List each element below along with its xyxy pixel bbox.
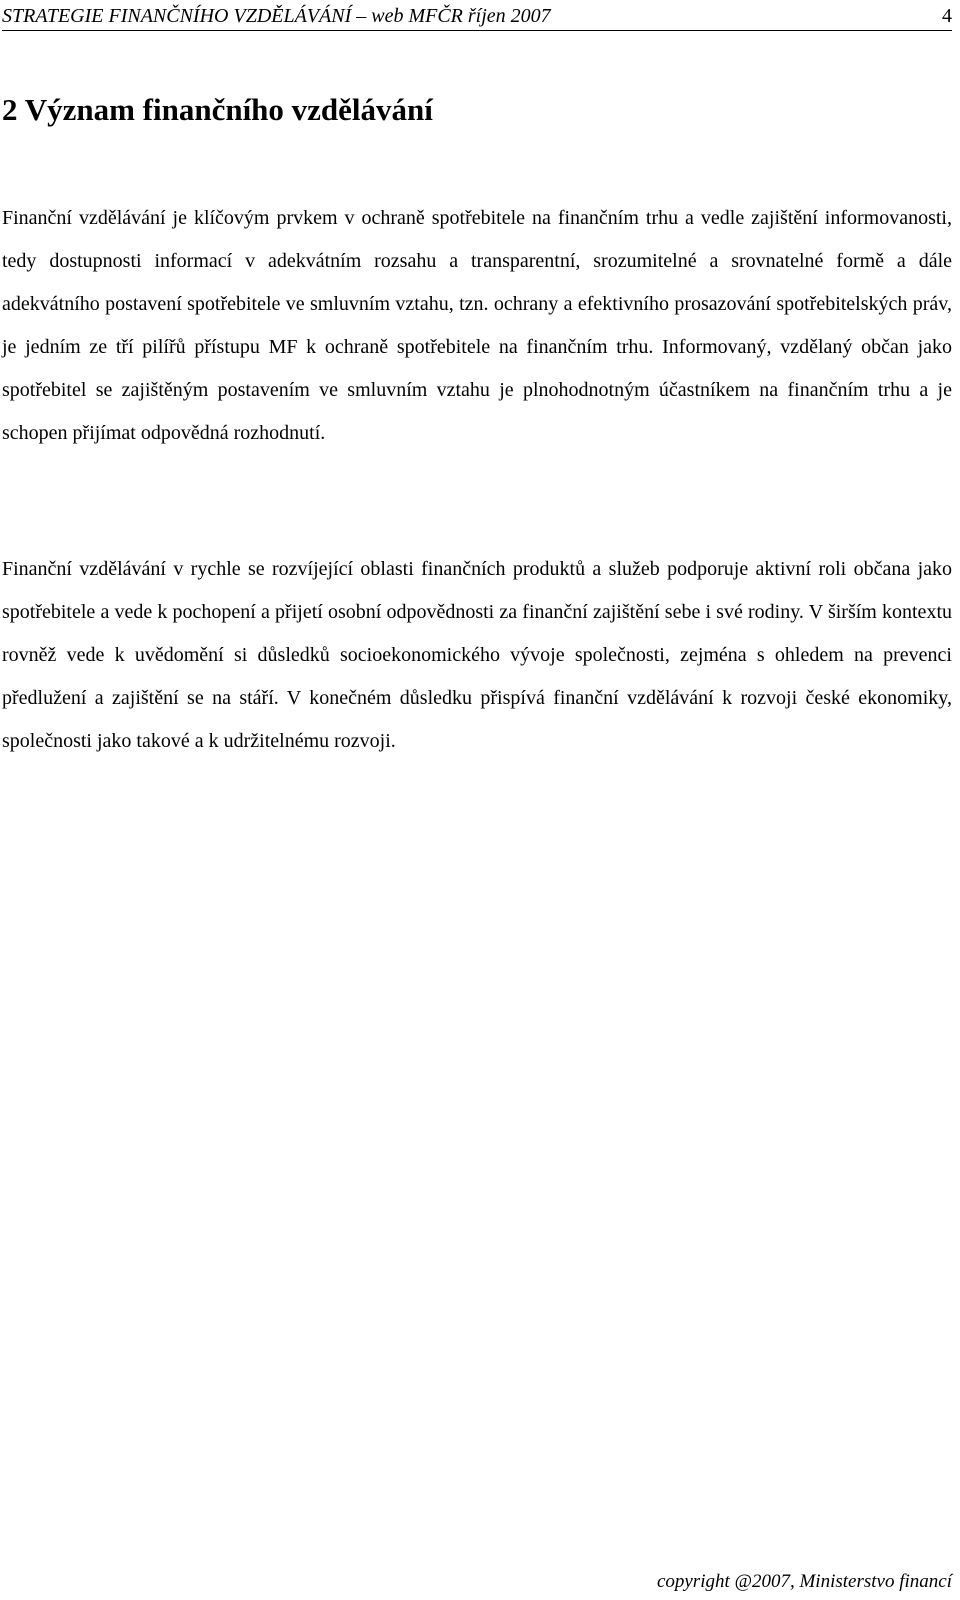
copyright-footer: copyright @2007, Ministerstvo financí bbox=[656, 1571, 952, 1592]
body-paragraph-1: Finanční vzdělávání je klíčovým prvkem v ochraně spotřebitele na finančním trhu a vedle zajištění informovanosti, tedy dostupnosti informací v adekvátním rozsahu a transparentní, srozumitelné a srovnatelné formě a dále adekvátního postavení spotřebitele ve smluvním vztahu, tzn. ochrany a efektivního prosazování spotřebitelských práv, je jedním ze tří pilířů přístupu MF k ochraně spotřebitele na finančním trhu. Informovaný, vzdělaný občan jako spotřebitel se zajištěným postavením ve smluvním vztahu je plnohodnotným účastníkem na finančním trhu a je schopen přijímat odpovědná rozhodnutí. bbox=[2, 207, 952, 444]
page-header bbox=[2, 0, 952, 34]
document-title: STRATEGIE FINANČNÍHO VZDĚLÁVÁNÍ – web MFČR říjen 2007 bbox=[2, 5, 551, 27]
section-heading: 2 Význam finančního vzdělávání bbox=[2, 92, 433, 127]
body-paragraph-2: Finanční vzdělávání v rychle se rozvíjející oblasti finančních produktů a služeb podporuje aktivní roli občana jako spotřebitele a vede k pochopení a přijetí osobní odpovědnosti za finanční zajištění sebe i své rodiny. V širším kontextu rovněž vede k uvědomění si důsledků socioekonomického vývoje společnosti, zejména s ohledem na prevenci předlužení a zajištění se na stáří. V konečném důsledku přispívá finanční vzdělávání k rozvoji české ekonomiky, společnosti jako takové a k udržitelnému rozvoji. bbox=[2, 558, 952, 752]
page-number: 4 bbox=[942, 5, 952, 27]
header-divider bbox=[2, 30, 952, 31]
